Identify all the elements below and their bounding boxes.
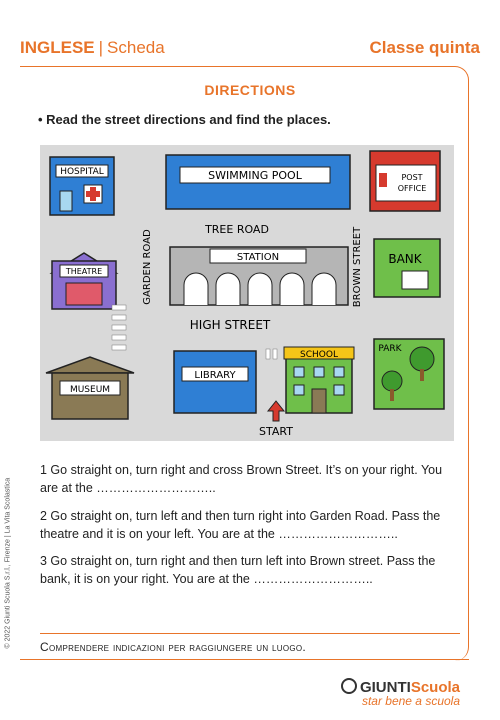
park-area [374, 339, 444, 409]
hospital-building [50, 157, 114, 215]
header [20, 38, 480, 62]
header-separator: | [98, 38, 104, 57]
exercise-3: 3 Go straight on, turn right and then turn left into Brown street. Pass the bank, it is on your right. You are at the ……………………….. [40, 554, 436, 586]
brand-logo [341, 678, 460, 708]
exercise-2: 2 Go straight on, turn left and then turn right into Garden Road. Pass the theatre and it is on your left. You are at the ……………………….. [40, 509, 441, 541]
theatre-label: THEATRE [65, 267, 103, 276]
school-building [284, 347, 354, 413]
station-building [170, 247, 348, 305]
post-office-building [370, 151, 440, 211]
park-label: PARK [378, 344, 402, 354]
header-left [20, 38, 165, 58]
bank-label: BANK [388, 252, 422, 266]
swimming-pool-building [166, 155, 350, 209]
brown-street-label: BROWN STREET [352, 226, 363, 308]
giunti-g-icon [341, 678, 357, 694]
subject: INGLESE [20, 38, 95, 57]
brand-name-b: Scuola [410, 679, 460, 696]
start-label: START [259, 425, 293, 438]
footer-text: Comprendere indicazioni per raggiungere un luogo. [40, 640, 307, 654]
tree-road-label: TREE ROAD [205, 223, 269, 236]
library-building [174, 351, 256, 413]
high-street-label: HIGH STREET [189, 318, 271, 332]
brand-tagline: star bene a scuola [361, 694, 460, 708]
station-label: STATION [236, 252, 280, 263]
swimming-pool-label: SWIMMING POOL [208, 169, 302, 182]
hospital-label: HOSPITAL [60, 167, 104, 177]
sheet-type: Scheda [107, 38, 165, 57]
post-office-label-2: OFFICE [397, 184, 427, 193]
copyright: © 2022 Giunti Scuola S.r.l., Firenze | La Vita Scolastica [4, 477, 12, 649]
museum-label: MUSEUM [69, 385, 111, 395]
street-map [40, 145, 454, 441]
school-label: SCHOOL [300, 350, 338, 360]
theatre-building [52, 253, 116, 309]
library-label: LIBRARY [194, 370, 236, 381]
card-border-bottom [20, 659, 469, 661]
post-office-label-1: POST [401, 173, 423, 182]
garden-road-label: GARDEN ROAD [142, 229, 153, 305]
bank-building [374, 239, 440, 297]
instruction: • Read the street directions and find the places. [38, 112, 331, 127]
footer-divider [40, 633, 460, 634]
brand-name-a: GIUNTI [359, 679, 411, 696]
exercise-1: 1 Go straight on, turn right and cross Brown Street. It’s on your right. You are at the ……………………….. [40, 463, 443, 495]
page-title: DIRECTIONS [204, 82, 296, 98]
grade: Classe quinta [369, 38, 480, 57]
